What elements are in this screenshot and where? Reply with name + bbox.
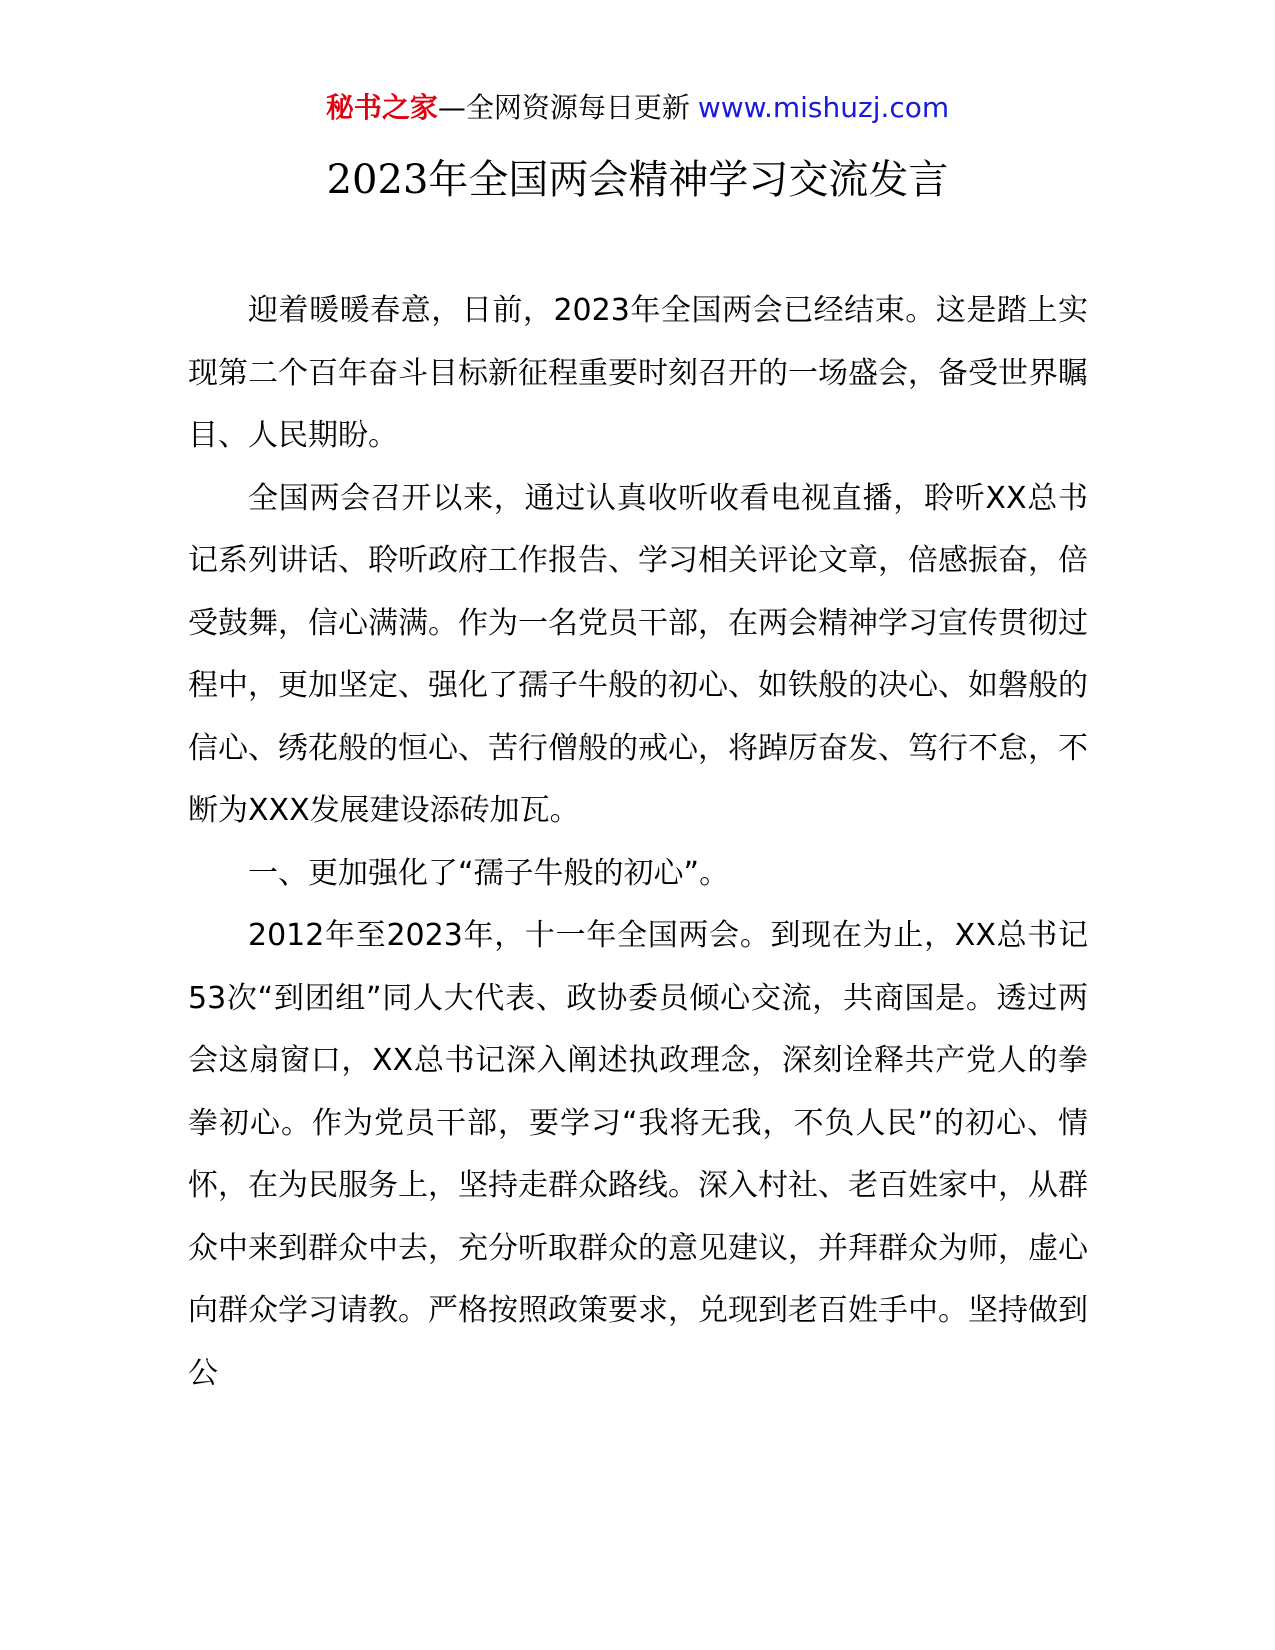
document-title: 2023年全国两会精神学习交流发言 xyxy=(326,157,949,203)
section-heading-1: 一、更加强化了“孺子牛般的初心”。 xyxy=(248,855,730,891)
site-url-link[interactable]: www.mishuzj.com xyxy=(697,91,950,124)
brand-name: 秘书之家 xyxy=(325,91,438,124)
paragraph-study: 全国两会召开以来，通过认真收听收看电视直播，聆听XX总书记系列讲话、聆听政府工作报告、学习相关评论文章，倍感振奋，倍受鼓舞，信心满满。作为一名党员干部，在两会精神学习宣传贯彻过程中，更加坚定、强化了孺子牛般的初心、如铁般的决心、如磐般的信心、绣花般的恒心、苦行僧般的戒心，将踔厉奋发、笃行不怠，不断为XXX发展建设添砖加瓦。 xyxy=(188,480,1088,828)
paragraph-section-1: 2012年至2023年，十一年全国两会。到现在为止，XX总书记53次“到团组”同人大代表、政协委员倾心交流，共商国是。透过两会这扇窗口，XX总书记深入阐述执政理念，深刻诠释共产党人的拳拳初心。作为党员干部，要学习“我将无我，不负人民”的初心、情怀，在为民服务上，坚持走群众路线。深入村社、老百姓家中，从群众中来到群众中去，充分听取群众的意见建议，并拜群众为师，虚心向群众学习请教。严格按照政策要求，兑现到老百姓手中。坚持做到公 xyxy=(188,918,1088,1391)
site-banner xyxy=(0,88,1275,128)
paragraph-intro: 迎着暖暖春意，日前，2023年全国两会已经结束。这是踏上实现第二个百年奋斗目标新征程重要时刻召开的一场盛会，备受世界瞩目、人民期盼。 xyxy=(188,293,1088,453)
document-body xyxy=(188,280,1088,1405)
banner-tagline: —全网资源每日更新 xyxy=(437,91,690,124)
